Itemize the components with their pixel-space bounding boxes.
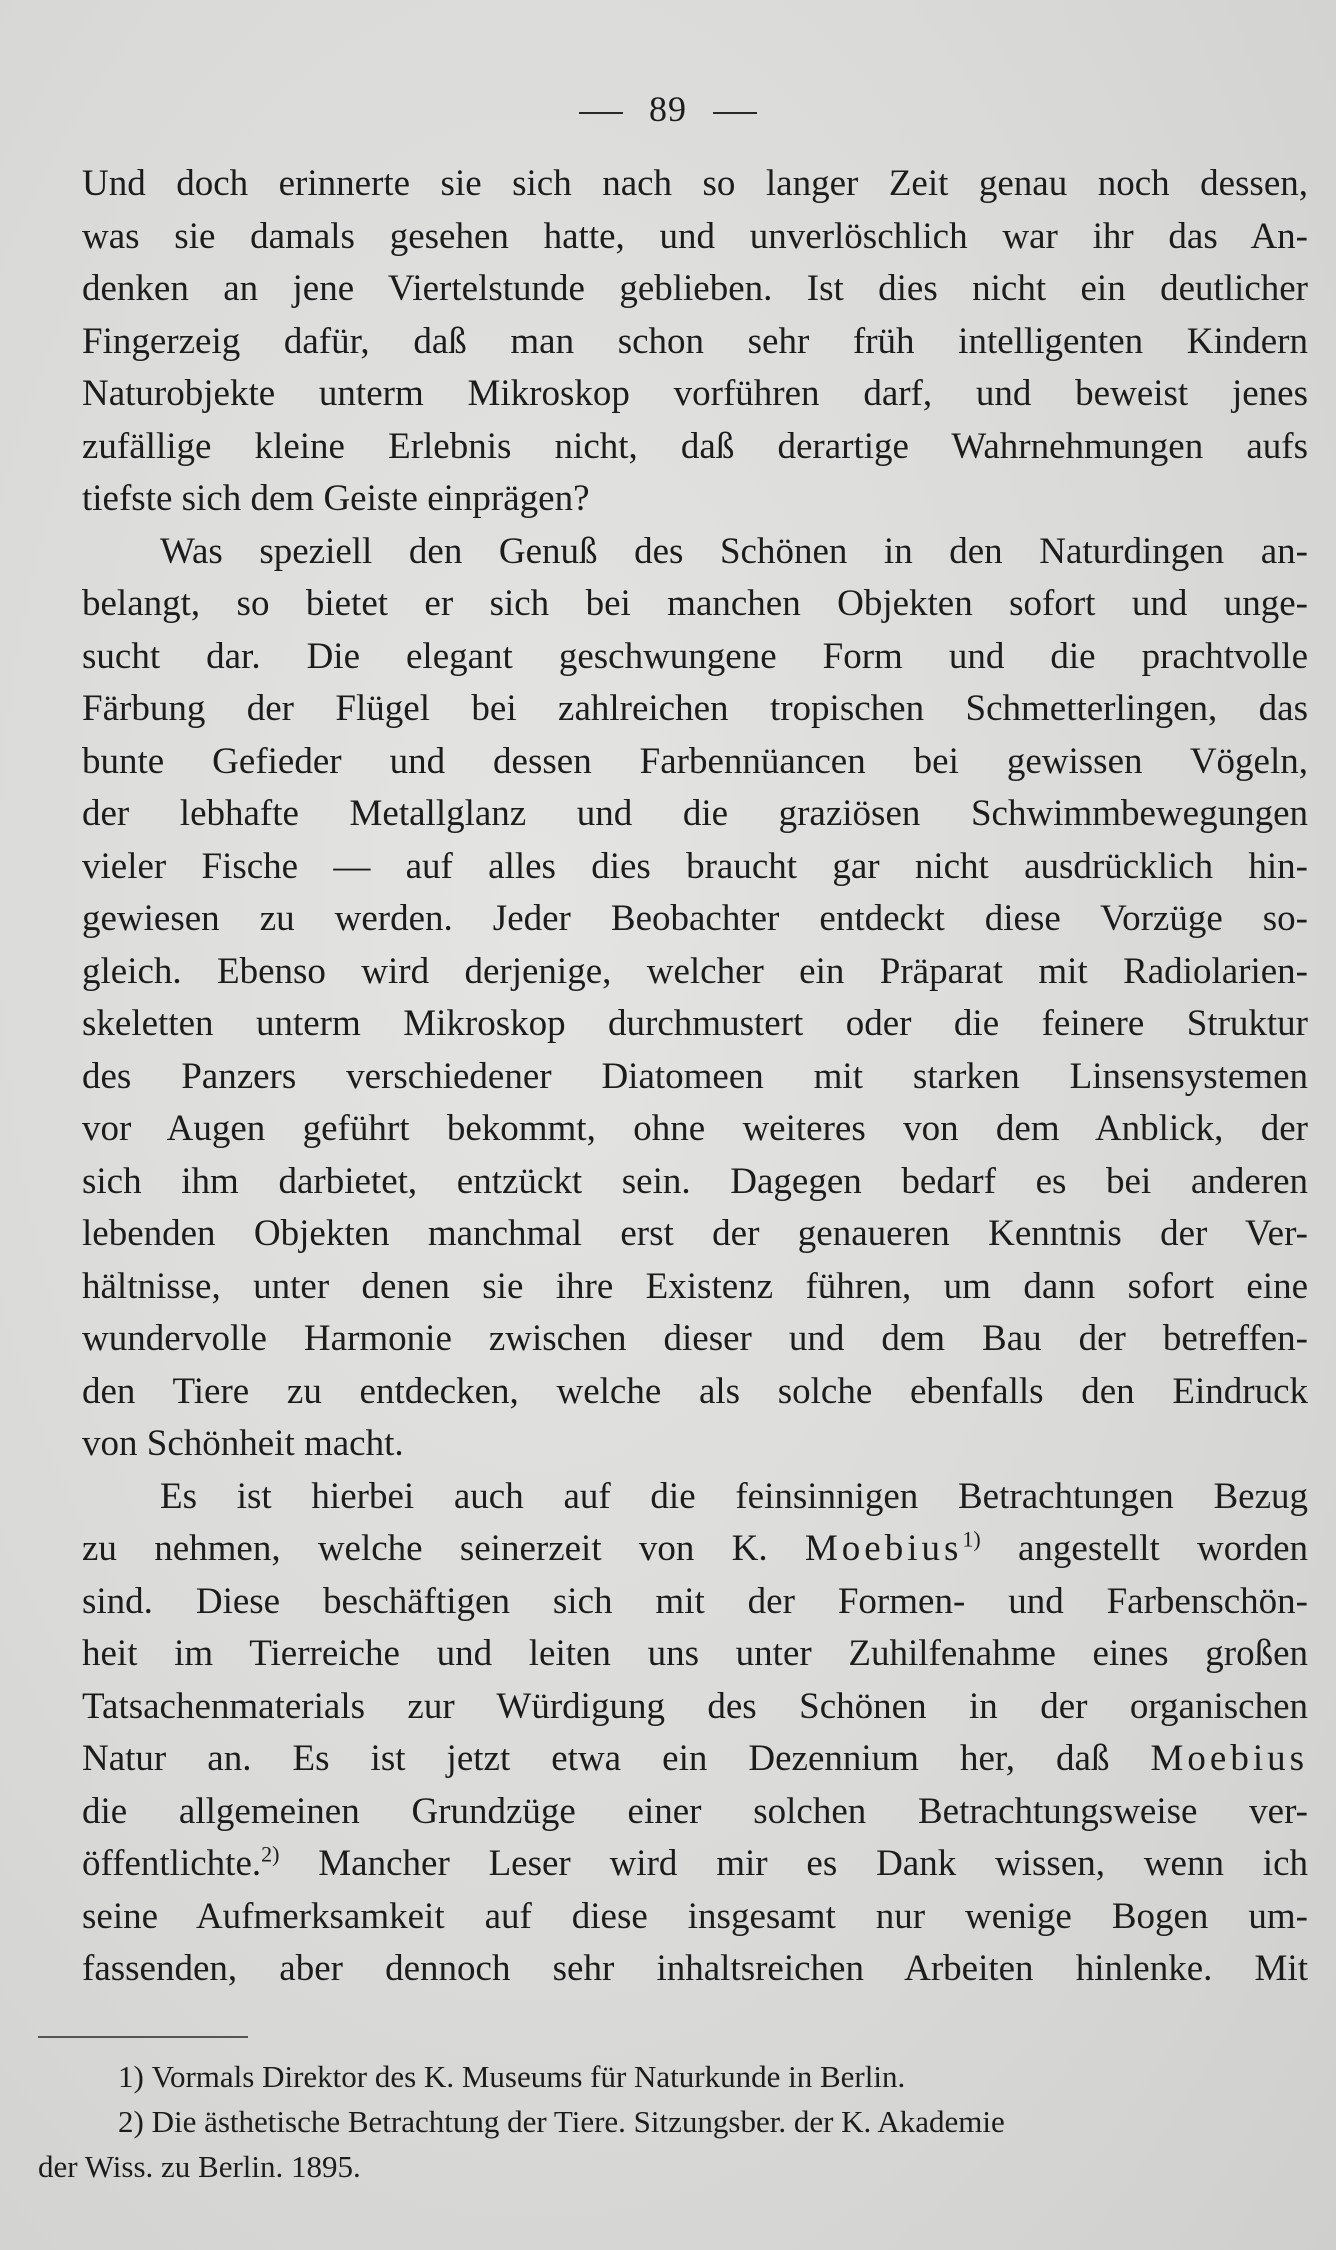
text-line: tiefste sich dem Geiste einprägen? — [82, 478, 590, 519]
text-line: zufällige kleine Erlebnis nicht, daß derartige Wahrnehmungen aufs — [82, 425, 1308, 467]
text-line: sind. Diese beschäftigen sich mit der Formen- und Farbenschön- — [82, 1580, 1308, 1622]
text-line: Es ist hierbei auch auf die feinsinnigen Betrachtungen Bezug — [160, 1475, 1308, 1517]
paragraph-3 — [82, 1471, 1308, 1996]
text-line: hältnisse, unter denen sie ihre Existenz führen, um dann sofort eine — [82, 1265, 1308, 1307]
author-name: Moebius — [1150, 1738, 1308, 1779]
text-line: gewiesen zu werden. Jeder Beobachter entdeckt diese Vorzüge so- — [82, 898, 1308, 939]
right-dash — [713, 112, 757, 114]
paragraph-1 — [82, 158, 1308, 526]
text-line: der lebhafte Metallglanz und die graziösen Schwimmbewegungen — [82, 793, 1308, 834]
footnote-ref-2: 2) — [261, 1841, 280, 1867]
text-line: vieler Fische — auf alles dies braucht gar nicht ausdrücklich hin- — [82, 845, 1308, 887]
text-span: angestellt worden — [980, 1528, 1308, 1569]
footnote-2-continuation: der Wiss. zu Berlin. 1895. — [38, 2149, 361, 2184]
text-line: Färbung der Flügel bei zahlreichen tropischen Schmetterlingen, das — [82, 688, 1308, 729]
text-line: was sie damals gesehen hatte, und unverlöschlich war ihr das An- — [82, 215, 1308, 257]
footnote-text: Die ästhetische Betrachtung der Tiere. Sitzungsber. der K. Akademie — [151, 2104, 1005, 2139]
text-line: Und doch erinnerte sie sich nach so langer Zeit genau noch dessen, — [82, 163, 1308, 204]
text-line: skeletten unterm Mikroskop durchmustert oder die feinere Struktur — [82, 1003, 1308, 1044]
text-line: den Tiere zu entdecken, welche als solche ebenfalls den Eindruck — [82, 1370, 1308, 1412]
text-span: zu nehmen, welche seinerzeit von K. — [82, 1528, 805, 1569]
text-line: Fingerzeig dafür, daß man schon sehr früh intelligenten Kindern — [82, 320, 1308, 362]
text-line: wundervolle Harmonie zwischen dieser und dem Bau der betreffen- — [82, 1318, 1308, 1359]
page-number-value: 89 — [649, 89, 687, 129]
page-number — [0, 88, 1336, 130]
text-line: vor Augen geführt bekommt, ohne weiteres von dem Anblick, der — [82, 1108, 1308, 1149]
text-line: seine Aufmerksamkeit auf diese insgesamt nur wenige Bogen um- — [82, 1895, 1308, 1937]
footnote-rule — [38, 2036, 248, 2038]
text-line: sucht dar. Die elegant geschwungene Form und die prachtvolle — [82, 635, 1308, 677]
author-name: Moebius — [804, 1528, 963, 1569]
text-line — [82, 1838, 1308, 1891]
text-line: Was speziell den Genuß des Schönen in den Naturdingen an- — [160, 530, 1308, 572]
text-span: öffentlichte. — [82, 1843, 262, 1884]
text-line: denken an jene Viertelstunde geblieben. Ist dies nicht ein deutlicher — [82, 268, 1308, 309]
left-dash — [579, 112, 623, 114]
paragraphs-1-2 — [82, 158, 1308, 1471]
text-line: lebenden Objekten manchmal erst der genaueren Kenntnis der Ver- — [82, 1213, 1308, 1254]
text-line: von Schönheit macht. — [82, 1423, 404, 1464]
text-line: bunte Gefieder und dessen Farbennüancen bei gewissen Vögeln, — [82, 740, 1308, 782]
text-span: Mancher Leser wird mir es Dank wissen, wenn ich — [279, 1843, 1308, 1884]
footnote-2 — [38, 2099, 1248, 2144]
text-line — [82, 1523, 1308, 1576]
text-line: sich ihm darbietet, entzückt sein. Dagegen bedarf es bei anderen — [82, 1160, 1308, 1202]
text-line: Naturobjekte unterm Mikroskop vorführen darf, und beweist jenes — [82, 373, 1308, 414]
text-line: Tatsachenmaterials zur Würdigung des Schönen in der organischen — [82, 1685, 1308, 1727]
text-line: gleich. Ebenso wird derjenige, welcher ein Präparat mit Radiolarien- — [82, 950, 1308, 992]
text-line: belangt, so bietet er sich bei manchen Objekten sofort und unge- — [82, 583, 1308, 624]
text-line: die allgemeinen Grundzüge einer solchen Betrachtungsweise ver- — [82, 1790, 1308, 1832]
text-line: des Panzers verschiedener Diatomeen mit starken Linsensystemen — [82, 1055, 1308, 1097]
text-line: heit im Tierreiche und leiten uns unter Zuhilfenahme eines großen — [82, 1633, 1308, 1674]
footnote-1 — [38, 2054, 1248, 2099]
footnotes — [38, 2054, 1248, 2189]
footnote-marker: 1) — [118, 2059, 144, 2094]
footnote-text: Vormals Direktor des K. Museums für Naturkunde in Berlin. — [151, 2059, 906, 2094]
text-span: Natur an. Es ist jetzt etwa ein Dezennium her, daß — [82, 1738, 1151, 1779]
body-text — [82, 158, 1308, 1996]
footnote-marker: 2) — [118, 2104, 144, 2139]
footnote-ref-1: 1) — [962, 1526, 981, 1552]
text-line — [82, 1733, 1308, 1786]
text-line: fassenden, aber dennoch sehr inhaltsreichen Arbeiten hinlenke. Mit — [82, 1948, 1308, 1989]
paragraph-2 — [82, 526, 1308, 1471]
